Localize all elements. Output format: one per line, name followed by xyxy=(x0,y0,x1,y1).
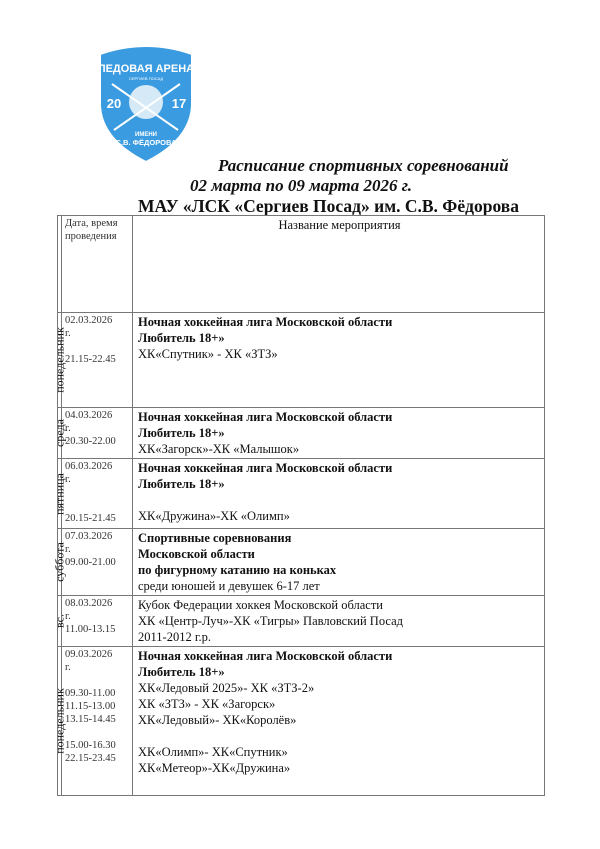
svg-text:17: 17 xyxy=(171,96,187,111)
event-line: 2011-2012 г.р. xyxy=(138,630,212,644)
date-cell xyxy=(62,647,133,796)
svg-text:С.В. ФЁДОРОВА: С.В. ФЁДОРОВА xyxy=(115,138,177,147)
event-line: ХК«Загорск»-ХК «Малышок» xyxy=(138,442,300,456)
event-title: по фигурному катанию на коньках xyxy=(138,563,337,577)
event-line: ХК«Ледовый 2025»- ХК «ЗТЗ-2» xyxy=(138,681,315,695)
event-title: Ночная хоккейная лига Московской области xyxy=(138,410,393,424)
table-row xyxy=(58,596,545,647)
logo-text: ЛЕДОВАЯ АРЕНА xyxy=(97,63,195,75)
date-suffix: г. xyxy=(65,611,71,622)
event-title: Ночная хоккейная лига Московской области xyxy=(138,649,393,663)
event-date: 06.03.2026 xyxy=(65,461,113,472)
event-time: 21.15-22.45 xyxy=(65,354,116,365)
event-time: 09.30-11.00 xyxy=(65,688,116,699)
header-day xyxy=(58,216,62,313)
date-cell xyxy=(62,596,133,647)
event-line: ХК«Олимп»- ХК«Спутник» xyxy=(138,745,288,759)
weekday: понедельник xyxy=(52,327,66,393)
event-cell xyxy=(133,459,545,529)
date-cell xyxy=(62,459,133,529)
date-suffix: г. xyxy=(65,328,71,339)
event-line: среди юношей и девушек 6-17 лет xyxy=(138,579,320,593)
event-line: Кубок Федерации хоккея Московской области xyxy=(138,598,383,612)
date-cell xyxy=(62,529,133,596)
table-row xyxy=(58,529,545,596)
date-suffix: г. xyxy=(65,423,71,434)
event-cell xyxy=(133,596,545,647)
event-title: Любитель 18+» xyxy=(138,665,225,679)
event-title: Ночная хоккейная лига Московской области xyxy=(138,315,393,329)
date-cell xyxy=(62,408,133,459)
event-title: Любитель 18+» xyxy=(138,426,225,440)
event-title: Московской области xyxy=(138,547,255,561)
event-time: 13.15-14.45 xyxy=(65,714,116,725)
event-time: 22.15-23.45 xyxy=(65,753,116,764)
event-time: 15.00-16.30 xyxy=(65,740,116,751)
event-time: 11.00-13.15 xyxy=(65,624,116,635)
weekday: среда xyxy=(52,419,66,447)
event-date: 09.03.2026 xyxy=(65,649,113,660)
event-title: Любитель 18+» xyxy=(138,477,225,491)
event-date: 08.03.2026 xyxy=(65,598,113,609)
date-suffix: г. xyxy=(65,544,71,555)
svg-text:20: 20 xyxy=(106,96,122,111)
title-line-1: Расписание спортивных соревнований xyxy=(218,156,509,175)
weekday: понедельник xyxy=(52,688,66,754)
event-date: 07.03.2026 xyxy=(65,531,113,542)
event-date: 02.03.2026 xyxy=(65,315,113,326)
event-line: ХК «ЗТЗ» - ХК «Загорск» xyxy=(138,697,276,711)
weekday: пятница xyxy=(52,472,66,515)
ice-arena-logo xyxy=(94,44,198,164)
weekday-cell xyxy=(52,647,66,796)
weekday-cell xyxy=(52,529,66,596)
weekday-cell xyxy=(52,408,66,459)
event-title: Спортивные соревнования xyxy=(138,531,292,545)
event-cell xyxy=(133,647,545,796)
date-cell xyxy=(62,313,133,408)
event-time: 20.15-21.45 xyxy=(65,513,116,524)
event-cell xyxy=(133,529,545,596)
date-suffix: г. xyxy=(65,662,71,673)
svg-text:СЕРГИЕВ ПОСАД: СЕРГИЕВ ПОСАД xyxy=(128,76,164,81)
event-title: Любитель 18+» xyxy=(138,331,225,345)
event-line: ХК«Спутник» - ХК «ЗТЗ» xyxy=(138,347,278,361)
weekday-cell xyxy=(52,459,66,529)
header-date: Дата, время проведения xyxy=(62,216,133,313)
event-line: ХК«Метеор»-ХК«Дружина» xyxy=(138,761,291,775)
event-title: Ночная хоккейная лига Московской области xyxy=(138,461,393,475)
table-row xyxy=(58,313,545,408)
weekday: вс. xyxy=(52,614,66,628)
event-date: 04.03.2026 xyxy=(65,410,113,421)
event-line: ХК«Ледовый»- ХК«Королёв» xyxy=(138,713,297,727)
header-event: Название мероприятия xyxy=(133,216,545,313)
weekday-cell xyxy=(52,313,66,408)
title-line-3: МАУ «ЛСК «Сергиев Посад» им. С.В. Фёдорова xyxy=(138,196,519,216)
event-line: ХК «Центр-Луч»-ХК «Тигры» Павловский Посад xyxy=(138,614,404,628)
event-time: 09.00-21.00 xyxy=(65,557,116,568)
table-row xyxy=(58,647,545,796)
event-time: 11.15-13.00 xyxy=(65,701,116,712)
event-cell xyxy=(133,313,545,408)
svg-text:ИМЕНИ: ИМЕНИ xyxy=(135,132,157,138)
event-line: ХК«Дружина»-ХК «Олимп» xyxy=(138,509,290,523)
table-row xyxy=(58,408,545,459)
event-time: 20.30-22.00 xyxy=(65,436,116,447)
date-suffix: г. xyxy=(65,474,71,485)
title-line-2: 02 марта по 09 марта 2026 г. xyxy=(190,176,413,195)
weekday: суббота xyxy=(52,542,66,582)
table-row xyxy=(58,459,545,529)
weekday-cell xyxy=(52,596,66,647)
table-header xyxy=(58,216,545,313)
schedule-table xyxy=(52,215,545,796)
event-cell xyxy=(133,408,545,459)
